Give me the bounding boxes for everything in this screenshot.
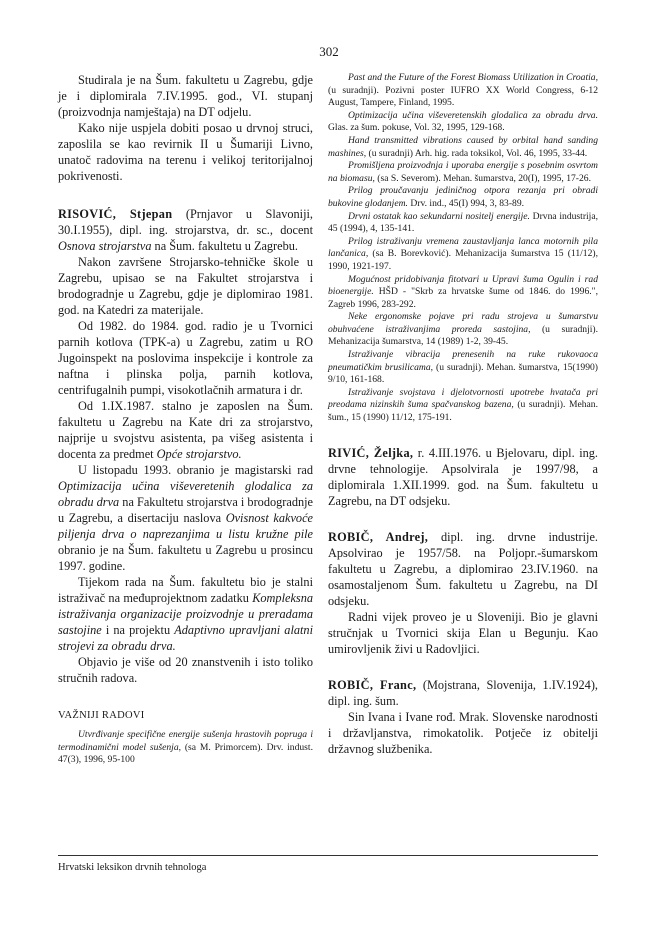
reference [328,72,598,110]
italic-text: Opće strojarstvo. [156,447,242,461]
reference-title: Prilog proučavanju jediničnog otpora rezanja pri obradi bukovine glodanjem. [328,185,598,209]
entry-robic-franc [328,677,598,757]
entry-rivic [328,445,598,509]
reference [328,185,598,210]
reference [328,387,598,425]
paragraph: Objavio je više od 20 znanstvenih i isto toliko stručnih radova. [58,655,313,685]
reference-list [328,72,598,425]
entry-name: ROBIČ, Franc, [328,677,417,692]
entry-text: r. 4.III.1976. u Bjelovaru, dipl. ing. drvne tehnologije. Apsolvirala je 1997/98, a diplomirala 1.XII.1999. god. na Šum. fakultetu u Zagrebu, na DT odsjeku. [328,445,598,508]
right-column [328,72,598,757]
works-label: VAŽNIJI RADOVI [58,710,145,721]
paragraph [58,462,313,574]
entry-intro: na Šum. fakultetu u Zagrebu. [151,239,298,253]
reference-title: Mogućnost pridobivanja fitotvari u Upravi šuma Ogulin i rad bioenergije. [328,273,598,298]
reference-details: (sa S. Severom). Mehan. šumarstva, 20(I), 1995, 17-26. [374,172,591,184]
text: na Fakultetu strojarstva i brodogradnje u Zagrebu, a disertaciju naslova [58,495,313,525]
reference-title: Optimizacija učina viševeretenskih glodalica za obradu drva. [348,109,598,121]
entry-heading [328,677,598,709]
reference-details: (u suradnji). Mehanizacija šumarstva, 14 (1989) 1-2, 39-45. [328,323,598,348]
italic-text: Kompleksna istraživanja organizacije proizvodnje u preradama sastojine [58,591,313,637]
entry-name: RISOVIĆ, Stjepan [58,207,173,221]
entry-text: (Mojstrana, Slovenija, 1.IV.1924), dipl. ing. šum. [328,677,598,708]
page-number: 302 [319,44,339,59]
entry-heading [328,529,598,609]
paragraph: Studirala je na Šum. fakultetu u Zagrebu, gdje je i diplomirala 7.IV.1995. god., VI. stupanj (proizvodnja namještaja) na DT odjelu. [58,73,313,119]
reference [328,110,598,135]
reference-title: Istraživanje vibracija prenesenih na ruke rukovaoca pneumatičkim brusilicama, [328,349,598,373]
entry-name: RIVIĆ, Željka, [328,445,414,460]
reference-details: HŠD - "Skrb za hrvatske šume od 1846. do 1996.", Zagreb 1996, 283-292. [328,286,598,310]
reference-title: Istraživanje svojstava i djelotvornosti upotrebe hvatača pri preodama nizinskih šuma spačvanskog bazena, [328,386,598,411]
reference-details: (u suradnji). Pozivni poster IUFRO XX World Congress, 6-12 August, Tampere, Finland, 1995. [328,84,598,109]
entry-heading [328,445,598,509]
text: obranio je na Šum. fakultetu u Zagrebu u prosincu 1997. godine. [58,543,313,573]
reference-details: (sa M. Primorcem). Drv. indust. 47(3), 1996, 95-100 [58,741,313,766]
footer-divider [58,855,598,856]
left-column [58,72,313,767]
reference-details: (u suradnji) Arh. hig. rada toksikol, Vol. 46, 1995, 33-44. [366,147,588,159]
paragraph: Radni vijek proveo je u Sloveniji. Bio je glavni stručnjak u Tvornici skija Elan u Begunju. Kao umirovljenik živi u Radovljici. [328,609,598,656]
entry-name: ROBIČ, Andrej, [328,529,429,544]
reference [328,236,598,274]
text: Od 1.IX.1987. stalno je zaposlen na Šum. fakultetu u Zagrebu na Kate dri za strojarstvo, najprije u svojstvu asistenta, pa višeg asistenta i docenta za predmet [58,399,313,461]
entry-text: dipl. ing. drvne industrije. Apsolvirao je 1957/58. na Poljopr.-šumarskom fakultetu u Zagrebu, a diplomirao 23.IV.1960. na osamostaljenom Šum. fakultetu u Zagrebu, na DI odsjeku. [328,529,599,608]
paragraph: Nakon završene Strojarsko-tehničke škole u Zagrebu, upisao se na Fakultet strojarstva i brodogradnje u Zagrebu, gdje je diplomirao 1981. god. na Katedri za materijale. [58,255,313,317]
entry-intro: (Prnjavor u Slavoniji, 30.I.1955), dipl. ing. strojarstva, dr. sc., docent [58,207,313,237]
reference [328,349,598,387]
reference-details: Drvna industrija, 45 (1994), 4, 135-141. [328,210,598,235]
reference-details: (sa B. Borevković). Mehanizacija šumarstva 15 (11/12), 1990, 1921-197. [328,248,598,272]
reference [328,274,598,312]
paragraph: Od 1982. do 1984. god. radio je u Tvornici parnih kotlova (TPK-a) u Zagrebu, zatim u RO Jugoinspekt na poslovima inspekcije i kontrole za naftna i plinska polja, parnih kotlova, centrifugalnih pumpi, visokotlačnih armatura i dr. [58,319,313,397]
entry-robic-andrej [328,529,598,657]
reference [328,311,598,349]
reference-title: Prilog istraživanju vremena zaustavljanja lanca motornih pila lančanica, [328,235,598,260]
entry-risovic [58,206,313,767]
reference [328,160,598,185]
entry-heading [58,206,313,254]
reference [58,729,313,767]
text: i na projektu [101,623,175,637]
reference [328,211,598,236]
text: U listopadu 1993. obranio je magistarski rad [78,463,313,477]
reference [328,135,598,160]
paragraph [58,398,313,462]
entry-intro-italic: Osnova strojarstva [58,239,152,253]
reference-title: Promišljena proizvodnja i uporaba energije s posebnim osvrtom na biomasu, [328,160,598,184]
reference-details: Drv. ind., 45(I) 994, 3, 83-89. [407,197,525,209]
reference-title: Neke ergonomske pojave pri radu strojeva u šumarstvu obuhvaćene istraživanjima proreda sastojina, [328,311,598,335]
italic-text: Optimizacija učina viševeretenih glodalica za obradu drva [58,479,313,509]
reference-title: Hand transmitted vibrations caused by orbital hand sanding mashines, [328,134,598,159]
footer-title: Hrvatski leksikon drvnih tehnologa [58,862,207,873]
italic-text: Adaptivno upravljani alatni strojevi za obradu drva. [58,623,313,653]
reference-details: Glas. za šum. pokuse, Vol. 32, 1995, 129-168. [328,122,505,134]
paragraph: Sin Ivana i Ivane rođ. Mrak. Slovenske narodnosti i državljanstva, rimokatolik. Potječe iz obitelji državnog službenika. [328,709,598,756]
italic-text: Ovisnost kakvoće piljenja drva o naprezanjima u listu kružne pile [58,511,313,541]
reference-details: (u suradnji). Mehan. šumarstva, 15(1990) 9/10, 161-168. [328,361,598,386]
reference-title: Drvni ostatak kao sekundarni nositelj energije. [348,210,530,222]
paragraph: Kako nije uspjela dobiti posao u drvnoj struci, zaposlila se kao revirnik II u Šumariji Livno, unatoč radovima na terenu i velikoj teritorijalnoj pokrivenosti. [58,121,313,183]
reference-details: (u suradnji). Mehan. šum., 15 (1990) 11/12, 175-191. [328,399,598,424]
paragraph [58,574,313,654]
reference-title: Past and the Future of the Forest Biomass Utilization in Croatia, [348,72,598,83]
reference-title: Utvrđivanje specifične energije sušenja hrastovih popruga i termodinamični model sušenja, [58,729,313,753]
text: Tijekom rada na Šum. fakultetu bio je stalni istraživač na međuprojektnom zadatku [58,575,313,605]
